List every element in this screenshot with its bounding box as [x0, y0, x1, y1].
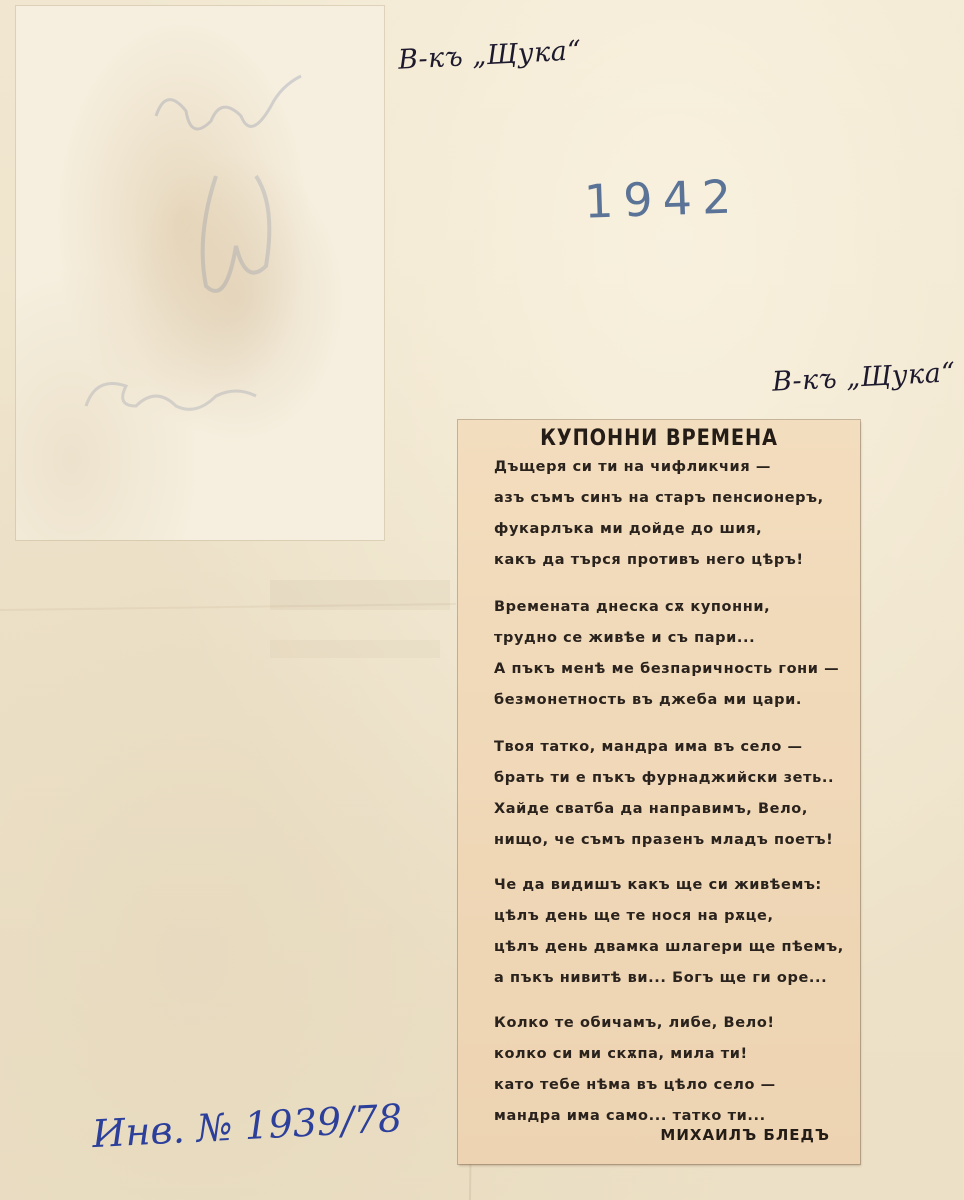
inventory-number: Инв. № 1939/78	[91, 1095, 404, 1157]
poem-line: Колко те обичамъ, либе, Вело!	[494, 1015, 775, 1031]
poem-line: мандра има само... татко ти...	[494, 1108, 766, 1124]
poem-line: А пъкъ менѣ ме безпаричность гони —	[494, 661, 840, 677]
newspaper-clipping	[458, 420, 860, 1164]
poem-author: МИХАИЛЪ БЛЕДЪ	[660, 1126, 830, 1144]
poem-line: Че да видишъ какъ ще си живѣемъ:	[494, 877, 822, 893]
poem-line: фукарлъка ми дойде до шия,	[494, 521, 763, 537]
poem-line: Времената днеска сѫ купонни,	[494, 599, 771, 615]
poem-line: Твоя татко, мандра има въ село —	[494, 739, 803, 755]
stanza-4	[494, 870, 854, 994]
poem-line: безмонетность въ джеба ми цари.	[494, 692, 802, 708]
poem-title: КУПОННИ ВРЕМЕНА	[540, 426, 778, 451]
poem-line: а пъкъ нивитѣ ви... Богъ ще ги оре...	[494, 970, 828, 986]
poem-line: цѣлъ день двамка шлагери ще пѣемъ,	[494, 939, 844, 955]
poem-line: нищо, че съмъ празенъ младъ поетъ!	[494, 832, 834, 848]
poem-line: колко си ми скѫпа, мила ти!	[494, 1046, 748, 1062]
source-note-clipping: В-къ „Щука“	[771, 357, 957, 398]
bleed-through-writing	[16, 6, 384, 540]
poem-line: трудно се живѣе и съ пари...	[494, 630, 756, 646]
poem-line: какъ да търся противъ него цѣръ!	[494, 552, 804, 568]
poem-line: Хайде сватба да направимъ, Вело,	[494, 801, 808, 817]
poem-line: азъ съмъ синъ на старъ пенсионеръ,	[494, 490, 824, 506]
stanza-1	[494, 452, 854, 576]
poem-line: като тебе нѣма въ цѣло село —	[494, 1077, 776, 1093]
poem-line: Дъщеря си ти на чифликчия —	[494, 459, 771, 475]
poem-line: брать ти е пъкъ фурнаджийски зеть..	[494, 770, 835, 786]
stanza-3	[494, 732, 854, 856]
year-note: 1942	[583, 169, 742, 229]
stanza-5	[494, 1008, 854, 1132]
poem-line: цѣлъ день ще те нося на рѫце,	[494, 908, 774, 924]
pasted-sheet-reverse	[16, 6, 384, 540]
source-note-top: В-къ „Щука“	[397, 35, 583, 76]
stanza-2	[494, 592, 854, 716]
